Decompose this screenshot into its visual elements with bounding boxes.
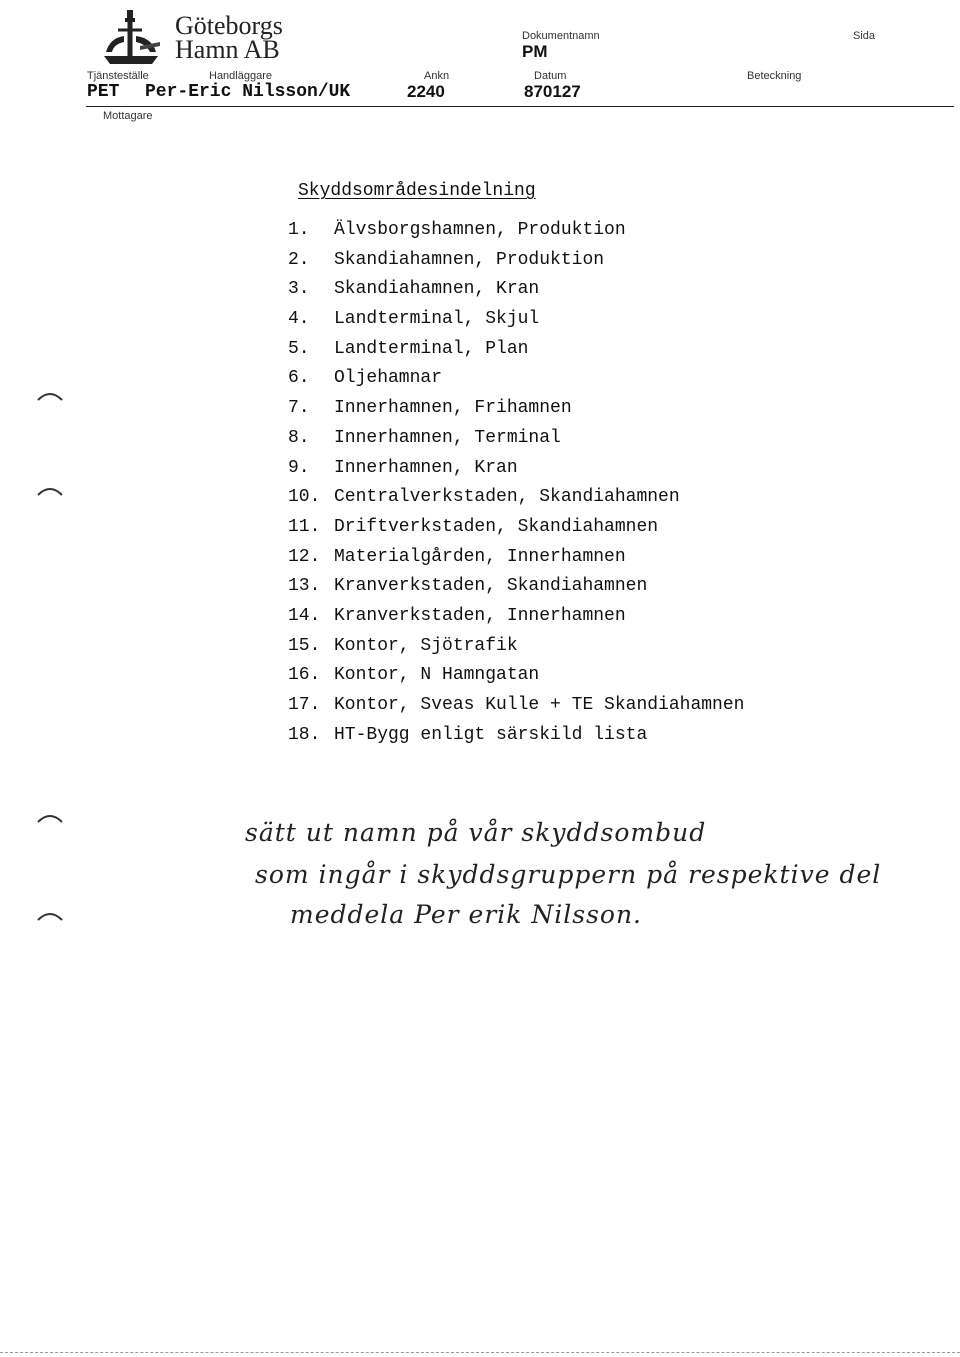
document-name-label: Dokumentnamn bbox=[522, 30, 600, 42]
list-item-text: Skandiahamnen, Produktion bbox=[334, 249, 605, 270]
document-name-value: PM bbox=[522, 42, 548, 61]
list-item bbox=[288, 483, 744, 513]
list-item-text: Landterminal, Skjul bbox=[334, 309, 540, 330]
protection-area-list bbox=[288, 216, 744, 750]
list-item-number: 12. bbox=[288, 546, 321, 567]
document-title: Skyddsområdesindelning bbox=[298, 181, 536, 201]
list-item bbox=[288, 454, 744, 484]
list-item bbox=[288, 335, 744, 365]
extension-value: 2240 bbox=[407, 82, 445, 101]
handler-label: Handläggare bbox=[209, 70, 272, 82]
list-item-text: Kontor, Sjötrafik bbox=[334, 635, 518, 656]
date-value: 870127 bbox=[524, 82, 581, 101]
list-item-number: 8. bbox=[288, 427, 310, 448]
list-item-text: Skandiahamnen, Kran bbox=[334, 279, 540, 300]
list-item-number: 14. bbox=[288, 605, 321, 626]
list-item bbox=[288, 721, 744, 751]
list-item-text: Innerhamnen, Kran bbox=[334, 457, 518, 478]
list-item-number: 2. bbox=[288, 249, 310, 270]
list-item-text: Älvsborgshamnen, Produktion bbox=[334, 220, 626, 240]
list-item-number: 11. bbox=[288, 516, 321, 537]
handwritten-note-line2: som ingår i skyddsgruppern på respektive del bbox=[255, 860, 882, 889]
list-item-text: Kranverkstaden, Skandiahamnen bbox=[334, 576, 648, 597]
list-item bbox=[288, 246, 744, 276]
margin-mark-icon bbox=[36, 910, 64, 922]
list-item bbox=[288, 572, 744, 602]
organization-name bbox=[175, 11, 283, 64]
header-divider bbox=[86, 106, 954, 107]
date-label: Datum bbox=[534, 70, 567, 82]
department-value: PET bbox=[87, 82, 120, 102]
margin-mark-icon bbox=[36, 485, 64, 497]
list-item-text: Innerhamnen, Terminal bbox=[334, 427, 561, 448]
margin-mark-icon bbox=[36, 390, 64, 402]
list-item-number: 7. bbox=[288, 398, 310, 419]
list-item-number: 17. bbox=[288, 695, 321, 715]
organization-name-line2: Hamn AB bbox=[175, 35, 280, 64]
company-logo-icon bbox=[100, 8, 162, 70]
list-item-text: Kranverkstaden, Innerhamnen bbox=[334, 605, 626, 626]
list-item bbox=[288, 364, 744, 394]
list-item bbox=[288, 394, 744, 424]
scan-edge-line bbox=[0, 1352, 960, 1353]
list-item-text: Landterminal, Plan bbox=[334, 338, 529, 359]
handler-value: Per-Eric Nilsson/UK bbox=[145, 82, 351, 102]
list-item-number: 1. bbox=[288, 220, 310, 240]
list-item bbox=[288, 275, 744, 305]
list-item bbox=[288, 424, 744, 454]
list-item bbox=[288, 691, 744, 721]
list-item-number: 18. bbox=[288, 724, 321, 745]
list-item bbox=[288, 216, 744, 246]
list-item-text: HT-Bygg enligt särskild lista bbox=[334, 724, 648, 745]
list-item-text: Kontor, N Hamngatan bbox=[334, 665, 540, 686]
list-item bbox=[288, 543, 744, 573]
list-item-text: Oljehamnar bbox=[334, 368, 443, 389]
list-item-number: 15. bbox=[288, 635, 321, 656]
list-item-number: 16. bbox=[288, 665, 321, 686]
list-item-number: 6. bbox=[288, 368, 310, 389]
department-label: Tjänsteställe bbox=[87, 70, 149, 82]
list-item bbox=[288, 661, 744, 691]
list-item bbox=[288, 305, 744, 335]
list-item-number: 3. bbox=[288, 279, 310, 300]
list-item-number: 4. bbox=[288, 309, 310, 330]
list-item-number: 9. bbox=[288, 457, 310, 478]
recipient-label: Mottagare bbox=[103, 110, 153, 122]
list-item-number: 13. bbox=[288, 576, 321, 597]
list-item-number: 10. bbox=[288, 487, 321, 508]
list-item-text: Centralverkstaden, Skandiahamnen bbox=[334, 487, 680, 508]
list-item-text: Innerhamnen, Frihamnen bbox=[334, 398, 572, 419]
reference-label: Beteckning bbox=[747, 70, 802, 82]
handwritten-note-line1: sätt ut namn på vår skyddsombud bbox=[245, 818, 707, 847]
margin-mark-icon bbox=[36, 812, 64, 824]
list-item bbox=[288, 513, 744, 543]
list-item-text: Driftverkstaden, Skandiahamnen bbox=[334, 516, 659, 537]
list-item-text: Kontor, Sveas Kulle + TE Skandiahamnen bbox=[334, 695, 745, 715]
list-item-number: 5. bbox=[288, 338, 310, 359]
list-item-text: Materialgården, Innerhamnen bbox=[334, 546, 626, 567]
extension-label: Ankn bbox=[424, 70, 450, 82]
organization-name-line1: Göteborgs bbox=[175, 11, 283, 40]
list-item bbox=[288, 602, 744, 632]
list-item bbox=[288, 632, 744, 662]
handwritten-note-line3: meddela Per erik Nilsson. bbox=[290, 900, 643, 929]
page-label: Sida bbox=[853, 30, 876, 42]
